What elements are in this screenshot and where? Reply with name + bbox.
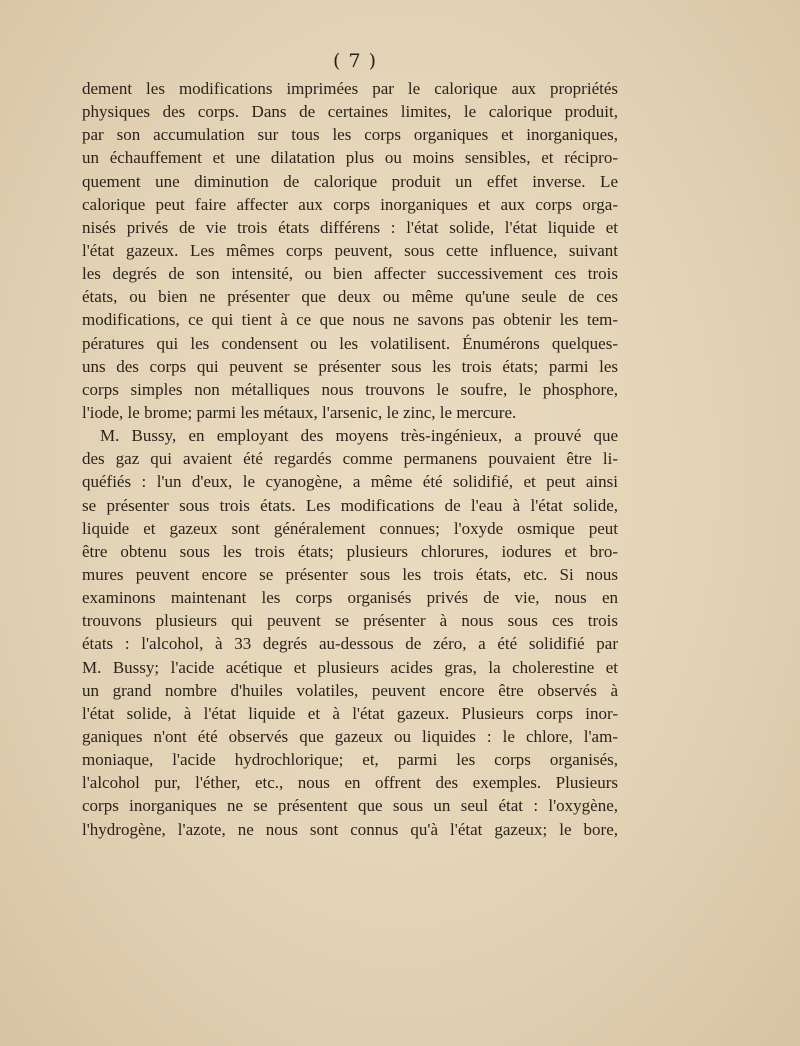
text-line: se présenter sous trois états. Les modifications de l'eau à l'état solide,: [82, 495, 618, 515]
text-line: quement une diminution de calorique produit un effet inverse. Le: [82, 171, 618, 191]
text-line: quéfiés : l'un d'eux, le cyanogène, a même été solidifié, et peut ainsi: [82, 472, 618, 492]
text-line: calorique peut faire affecter aux corps inorganiques et aux corps orga-: [82, 194, 618, 214]
text-line: les degrés de son intensité, ou bien affecter successivement ces trois: [82, 264, 618, 284]
text-line: pératures qui les condensent ou les volatilisent. Énumérons quelques-: [82, 333, 618, 353]
text-line: ganiques n'ont été observés que gazeux ou liquides : le chlore, l'am-: [82, 726, 618, 746]
text-line: dement les modifications imprimées par le calorique aux propriétés: [82, 79, 618, 98]
text-line: uns des corps qui peuvent se présenter sous les trois états; parmi les: [82, 356, 618, 376]
text-line: M. Bussy, en employant des moyens très-ingénieux, a prouvé que: [100, 426, 618, 446]
text-line: l'alcohol pur, l'éther, etc., nous en offrent des exemples. Plusieurs: [82, 773, 618, 793]
text-line: mures peuvent encore se présenter sous les trois états, etc. Si nous: [82, 564, 618, 584]
text-line: l'état gazeux. Les mêmes corps peuvent, sous cette influence, suivant: [82, 240, 618, 260]
text-line: états, ou bien ne présenter que deux ou même qu'une seule de ces: [82, 287, 618, 307]
page-number: ( 7 ): [333, 50, 377, 72]
text-line: physiques des corps. Dans de certaines limites, le calorique produit,: [82, 102, 618, 122]
text-line: corps inorganiques ne se présentent que sous un seul état : l'oxygène,: [82, 796, 618, 816]
text-line: l'iode, le brome; parmi les métaux, l'arsenic, le zinc, le mercure.: [82, 402, 517, 422]
text-line: être obtenu sous les trois états; plusieurs chlorures, iodures et bro-: [82, 541, 618, 561]
text-line: l'hydrogène, l'azote, ne nous sont connus qu'à l'état gazeux; le bore,: [82, 819, 618, 839]
text-line: M. Bussy; l'acide acétique et plusieurs acides gras, la cholerestine et: [82, 657, 618, 677]
text-line: trouvons plusieurs qui peuvent se présenter à nous sous ces trois: [82, 611, 618, 631]
text-line: liquide et gazeux sont généralement connues; l'oxyde osmique peut: [82, 518, 618, 538]
text-line: des gaz qui avaient été regardés comme permanens pouvaient être li-: [82, 449, 618, 469]
text-line: modifications, ce qui tient à ce que nous ne savons pas obtenir les tem-: [82, 310, 618, 330]
text-line: un grand nombre d'huiles volatiles, peuvent encore être observés à: [82, 680, 618, 700]
text-line: examinons maintenant les corps organisés privés de vie, nous en: [82, 588, 618, 608]
text-line: l'état solide, à l'état liquide et à l'état gazeux. Plusieurs corps inor-: [82, 703, 618, 723]
body-text: [82, 77, 618, 841]
text-line: états : l'alcohol, à 33 degrés au-dessous de zéro, a été solidifié par: [82, 634, 618, 654]
text-line: corps simples non métalliques nous trouvons le soufre, le phosphore,: [82, 379, 618, 399]
text-line: un échauffement et une dilatation plus ou moins sensibles, et récipro-: [82, 148, 618, 168]
text-line: moniaque, l'acide hydrochlorique; et, parmi les corps organisés,: [82, 750, 618, 770]
text-line: nisés privés de vie trois états différens : l'état solide, l'état liquide et: [82, 217, 618, 237]
text-line: par son accumulation sur tous les corps organiques et inorganiques,: [82, 125, 618, 145]
